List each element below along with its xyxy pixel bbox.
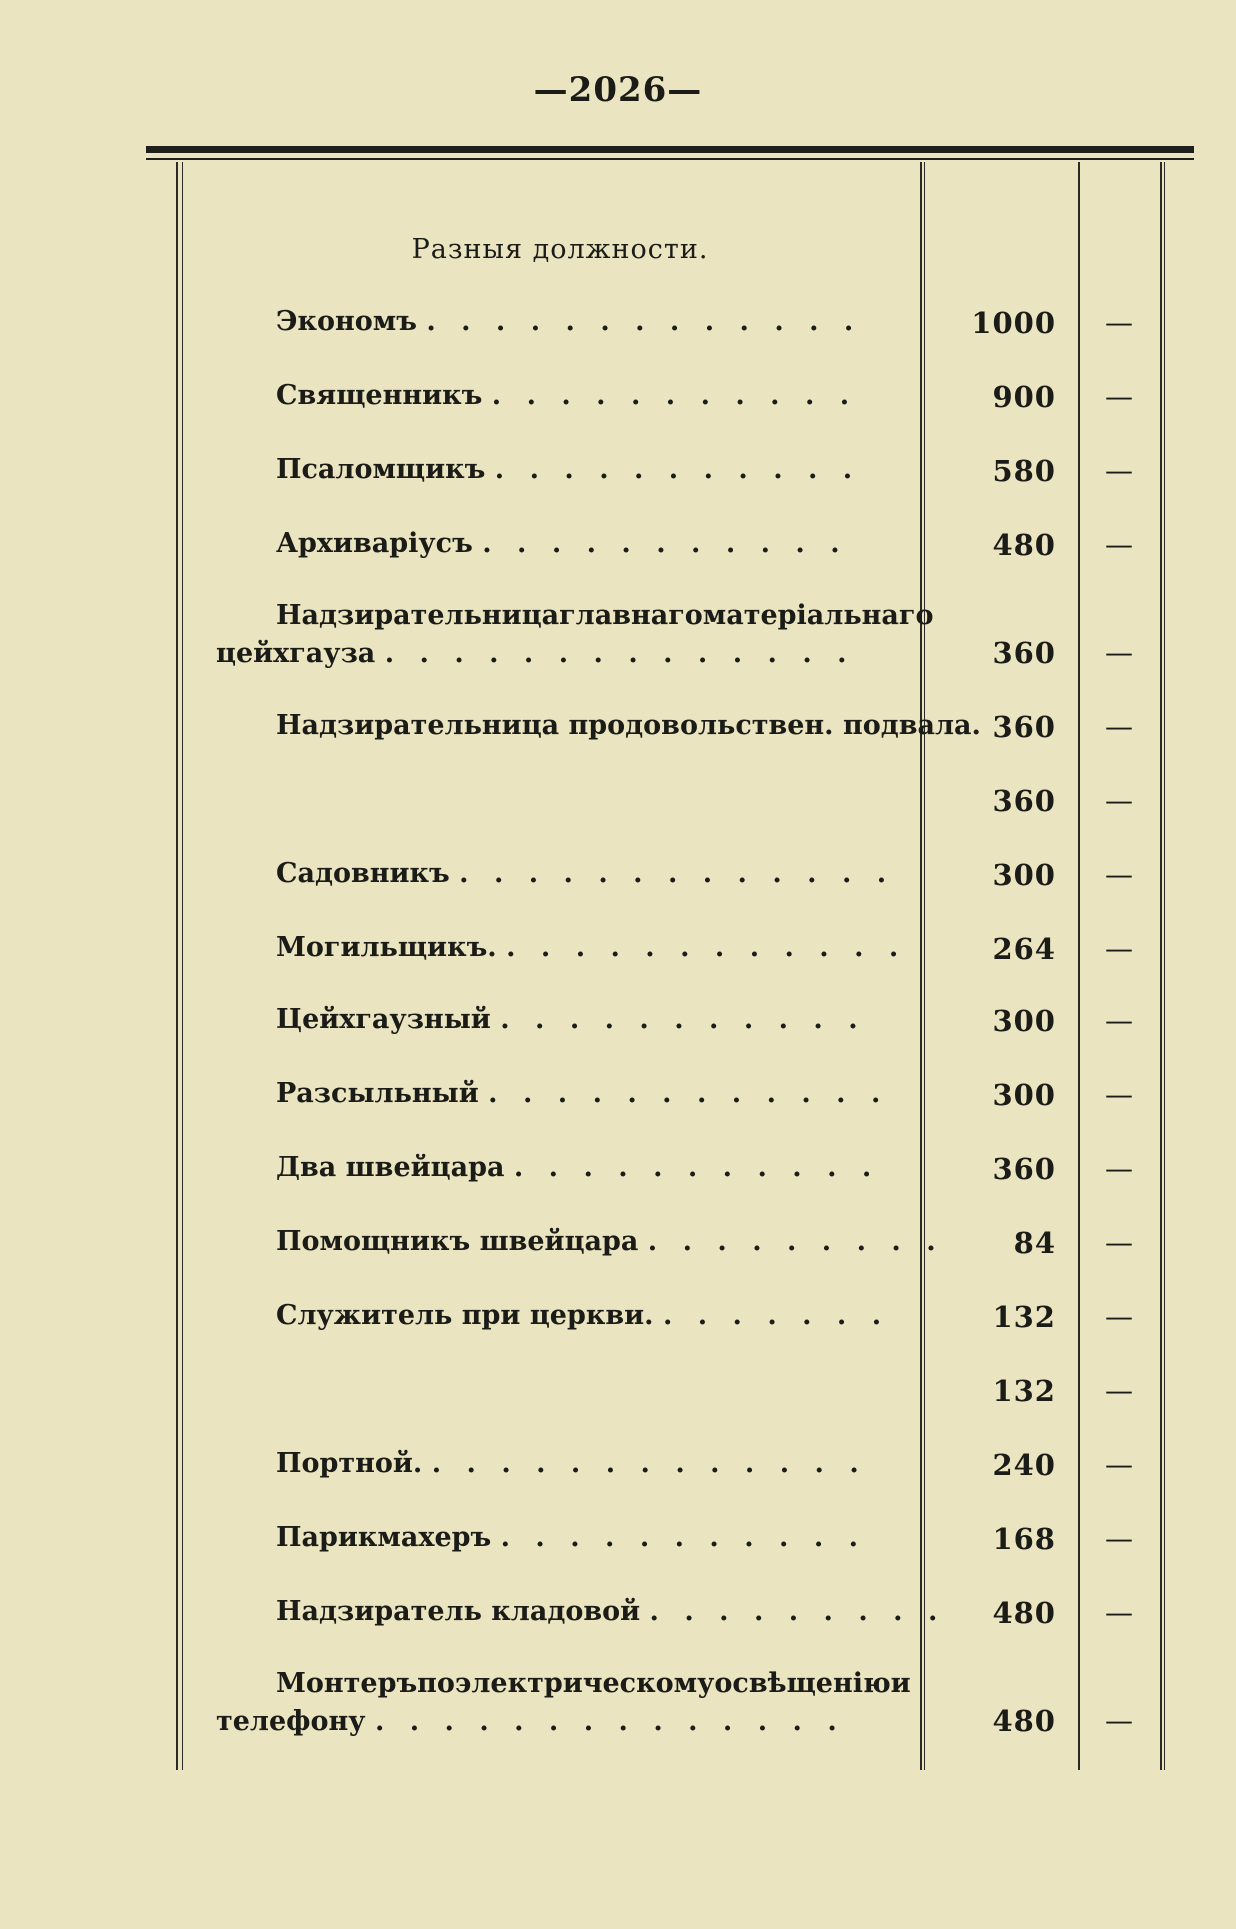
position-name: Садовникъ . . . . . . . . . . . . . xyxy=(276,858,895,889)
section-heading: Разныя должности. xyxy=(411,234,709,265)
empty-dash: — xyxy=(1105,1004,1133,1037)
salary-amount: 132 xyxy=(992,1300,1056,1334)
position-name: Надзиратель кладовой . . . . . . . . . xyxy=(276,1596,946,1627)
position-name-line1: Монтеръ по электрическому освѣщенію и xyxy=(276,1668,911,1699)
empty-dash: — xyxy=(1105,1152,1133,1185)
empty-dash: — xyxy=(1105,1448,1133,1481)
salary-amount: 360 xyxy=(992,1152,1056,1186)
salary-amount: 168 xyxy=(992,1522,1056,1556)
position-name: Служитель при церкви. . . . . . . . xyxy=(276,1300,890,1331)
column-rule-name-amount xyxy=(920,162,922,1770)
empty-dash: — xyxy=(1105,1522,1133,1555)
position-name: Цейхгаузный . . . . . . . . . . . xyxy=(276,1004,866,1035)
position-name: Могильщикъ. . . . . . . . . . . . . xyxy=(276,932,907,963)
position-name: Надзирательница продовольствен. подвала. xyxy=(276,710,981,741)
salary-amount: 480 xyxy=(992,1704,1056,1738)
empty-dash: — xyxy=(1105,1300,1133,1333)
column-rule-right-inner xyxy=(1164,162,1165,1770)
empty-dash: — xyxy=(1105,380,1133,413)
column-rule-right xyxy=(1160,162,1162,1770)
position-name: Экономъ . . . . . . . . . . . . . xyxy=(276,306,862,337)
empty-dash: — xyxy=(1105,1374,1133,1407)
salary-amount: 1000 xyxy=(971,306,1056,340)
salary-amount: 84 xyxy=(1013,1226,1056,1260)
column-rule-amount-dash xyxy=(1078,162,1080,1770)
salary-amount: 580 xyxy=(992,454,1056,488)
salary-amount: 360 xyxy=(992,636,1056,670)
column-rule-left-inner xyxy=(182,162,183,1770)
empty-dash: — xyxy=(1105,306,1133,339)
empty-dash: — xyxy=(1105,1078,1133,1111)
position-name: Два швейцара . . . . . . . . . . . xyxy=(276,1152,880,1183)
empty-dash: — xyxy=(1105,636,1133,669)
position-name: Портной. . . . . . . . . . . . . . xyxy=(276,1448,867,1479)
page-number: —2026— xyxy=(533,70,703,110)
salary-amount: 360 xyxy=(992,710,1056,744)
column-rule-left xyxy=(176,162,178,1770)
empty-dash: — xyxy=(1105,454,1133,487)
position-name: Помощникъ швейцара . . . . . . . . . xyxy=(276,1226,944,1257)
empty-dash: — xyxy=(1105,784,1133,817)
empty-dash: — xyxy=(1105,1596,1133,1629)
salary-amount: 900 xyxy=(992,380,1056,414)
salary-amount: 300 xyxy=(992,1004,1056,1038)
salary-amount: 300 xyxy=(992,858,1056,892)
position-name: Священникъ . . . . . . . . . . . xyxy=(276,380,858,411)
salary-amount: 480 xyxy=(992,528,1056,562)
position-name: Псаломщикъ . . . . . . . . . . . xyxy=(276,454,861,485)
empty-dash: — xyxy=(1105,1704,1133,1737)
position-name: Парикмахеръ . . . . . . . . . . . xyxy=(276,1522,867,1553)
empty-dash: — xyxy=(1105,932,1133,965)
column-rule-name-amount-inner xyxy=(924,162,925,1770)
salary-amount: 300 xyxy=(992,1078,1056,1112)
salary-amount: 480 xyxy=(992,1596,1056,1630)
salary-amount: 240 xyxy=(992,1448,1056,1482)
position-name: Архиваріусъ . . . . . . . . . . . xyxy=(276,528,848,559)
salary-amount: 132 xyxy=(992,1374,1056,1408)
empty-dash: — xyxy=(1105,528,1133,561)
position-name-line2: телефону . . . . . . . . . . . . . . xyxy=(216,1706,845,1737)
position-name-line1: Надзирательница главнаго матеріальнаго xyxy=(276,600,934,631)
position-name: Разсыльный . . . . . . . . . . . . xyxy=(276,1078,889,1109)
empty-dash: — xyxy=(1105,710,1133,743)
position-name-line2: цейхгауза . . . . . . . . . . . . . . xyxy=(216,638,855,669)
empty-dash: — xyxy=(1105,1226,1133,1259)
salary-amount: 360 xyxy=(992,784,1056,818)
empty-dash: — xyxy=(1105,858,1133,891)
salary-amount: 264 xyxy=(992,932,1056,966)
